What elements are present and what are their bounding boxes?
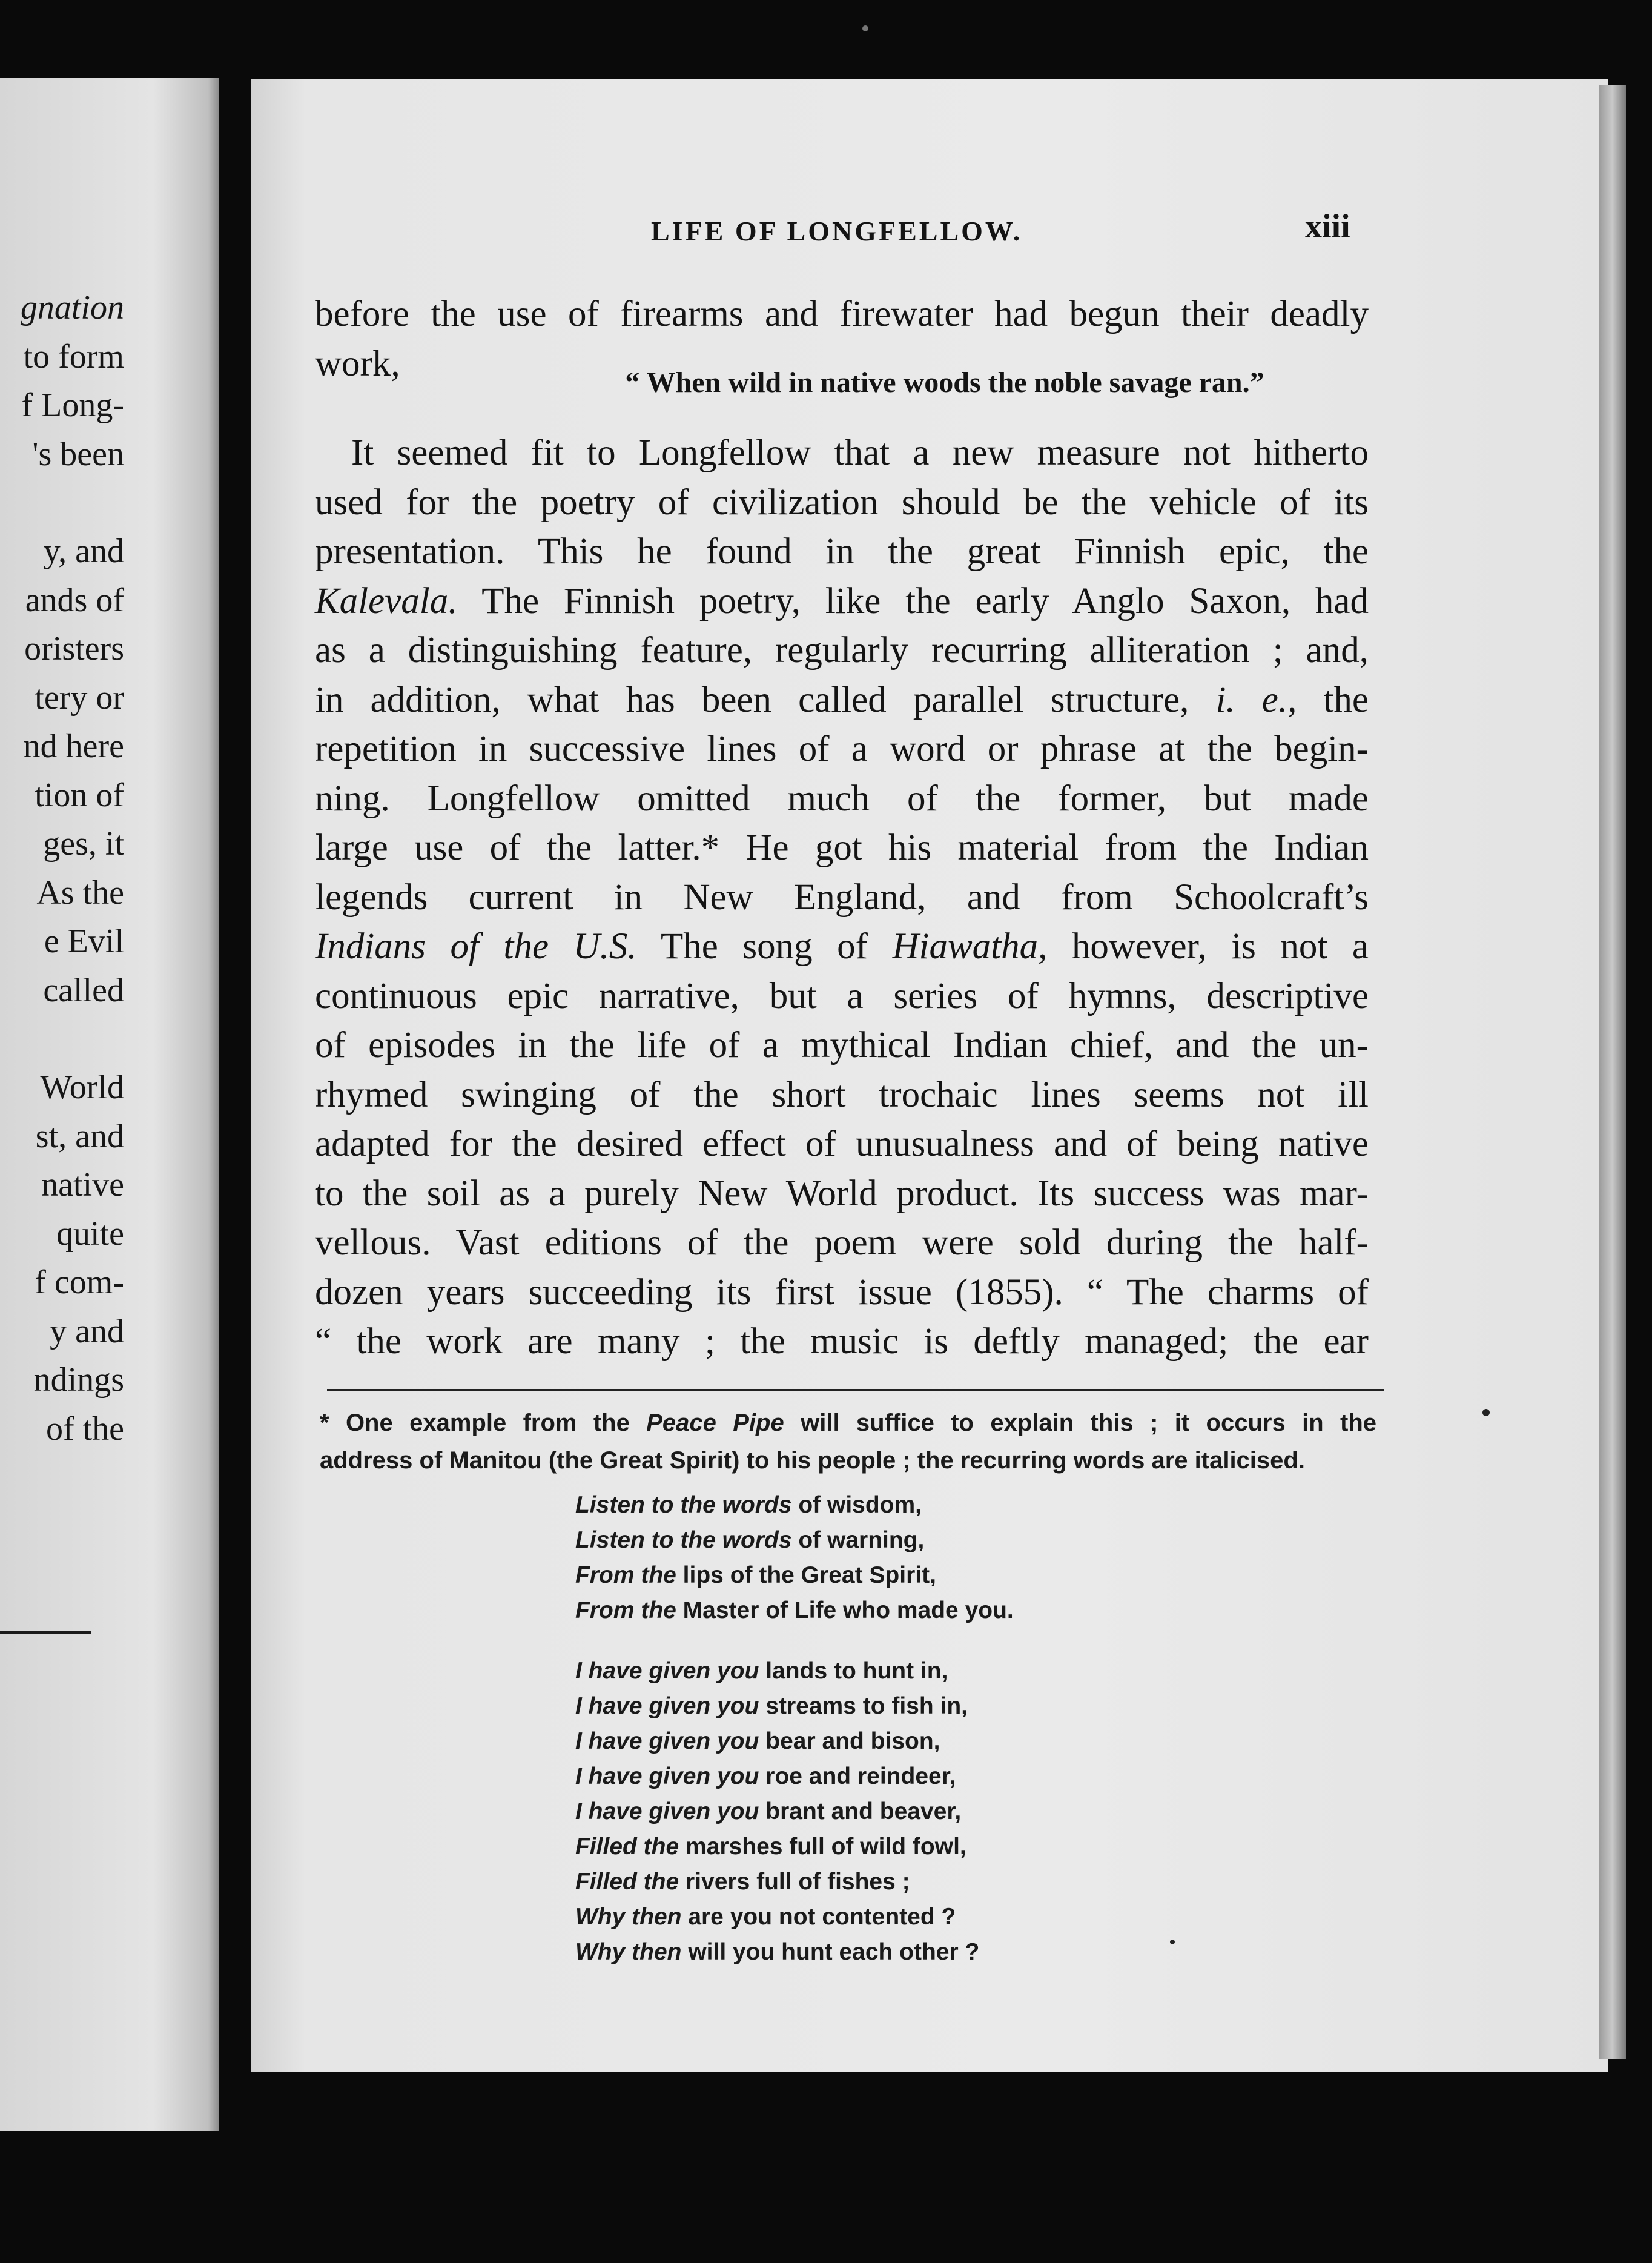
left-fragment: ges, it	[43, 825, 124, 863]
verse-italic: I have given you	[575, 1693, 759, 1719]
verse-rest: lips of the Great Spirit,	[676, 1562, 936, 1588]
left-fragment: e Evil	[44, 923, 124, 960]
verse-line	[575, 1724, 1014, 1759]
left-fragment: st, and	[35, 1117, 124, 1155]
left-fragment: As the	[36, 873, 124, 912]
italic-title: Hiawatha,	[892, 926, 1048, 967]
left-fragment: tion of	[35, 776, 124, 814]
left-fragment: ndings	[33, 1361, 124, 1399]
left-fragment: y, and	[43, 532, 124, 570]
body-line: It seemed fit to Longfellow that a new measure not hitherto	[351, 432, 1369, 473]
body-line-part: The song of	[636, 926, 893, 967]
left-gap	[0, 1015, 124, 1063]
body-line: work,	[315, 343, 400, 384]
verse-line	[575, 1794, 1014, 1829]
body-line: before the use of firearms and firewater had begun their deadly	[315, 294, 1369, 334]
verse-italic: Listen to the words	[575, 1492, 792, 1518]
left-fragment: y and	[50, 1312, 124, 1350]
left-fragment: tery or	[35, 678, 124, 717]
body-line: legends current in New England, and from Schoolcraft’s	[315, 876, 1369, 918]
verse-line	[575, 1654, 1014, 1689]
verse-line	[575, 1864, 1014, 1900]
italic-title: Indians of the U.S.	[315, 926, 637, 967]
footnote	[320, 1404, 1376, 1479]
left-fragment: 's been	[32, 435, 124, 473]
verse-line	[575, 1523, 1014, 1558]
footnote-line	[320, 1404, 1376, 1442]
verse-italic: Why then	[575, 1904, 682, 1930]
running-head: LIFE OF LONGFELLOW.	[651, 216, 1023, 247]
body-line	[315, 675, 1369, 725]
footnote-line: address of Manitou (the Great Spirit) to his people ; the recurring words are italicised.	[320, 1447, 1305, 1474]
body-line-part: the	[1297, 679, 1369, 720]
verse-italic: Filled the	[575, 1834, 679, 1860]
verse-italic: I have given you	[575, 1728, 759, 1754]
verse-line	[575, 1558, 1014, 1593]
left-fragment: to form	[23, 337, 124, 376]
verse-line	[575, 1759, 1014, 1794]
body-line: to the soil as a purely New World product. Its success was mar-	[315, 1173, 1369, 1214]
verse-rest: lands to hunt in,	[759, 1658, 948, 1684]
page-number: xiii	[1305, 208, 1350, 245]
italic-abbrev: i. e.,	[1215, 679, 1297, 720]
verse-italic: Why then	[575, 1939, 682, 1965]
verse-line	[575, 1593, 1014, 1628]
left-footnote-rule	[0, 1631, 91, 1634]
verse-rest: brant and beaver,	[759, 1798, 962, 1824]
body-line	[315, 577, 1369, 626]
verse-rest: rivers full of fishes ;	[679, 1869, 910, 1895]
body-line-part: in addition, what has been called parallel structure,	[315, 679, 1216, 720]
verse-line	[575, 1829, 1014, 1864]
verse-rest: of wisdom,	[791, 1492, 922, 1518]
verse-line	[575, 1935, 1014, 1970]
body-line: vellous. Vast editions of the poem were sold during the half-	[315, 1222, 1369, 1263]
ink-speck	[1482, 1409, 1490, 1416]
italic-title: Peace Pipe	[646, 1410, 784, 1436]
body-line: as a distinguishing feature, regularly recurring alliteration ; and,	[315, 630, 1369, 671]
body-line: adapted for the desired effect of unusualness and of being native	[315, 1124, 1369, 1164]
verse-italic: Filled the	[575, 1869, 679, 1895]
body-text	[315, 290, 1369, 1367]
body-line-rest: The Finnish poetry, like the early Anglo Saxon, had	[457, 580, 1369, 621]
verse-italic: I have given you	[575, 1658, 759, 1684]
left-fragment: of the	[45, 1410, 124, 1448]
verse-italic: From the	[575, 1597, 676, 1623]
verse-line	[575, 1900, 1014, 1935]
body-line	[315, 922, 1369, 972]
left-page	[0, 78, 219, 2131]
page-edge	[1599, 85, 1626, 2059]
verse-rest: will you hunt each other ?	[681, 1939, 980, 1965]
verse-line	[575, 1689, 1014, 1724]
left-page-text	[0, 283, 124, 1453]
left-fragment: f com-	[35, 1264, 124, 1301]
verse-rest: of warning,	[791, 1527, 925, 1553]
left-fragment: gnation	[20, 289, 124, 326]
body-line: continuous epic narrative, but a series of hymns, descriptive	[315, 975, 1369, 1016]
left-fragment: World	[40, 1069, 124, 1106]
stanza	[575, 1488, 1014, 1628]
ink-speck	[1170, 1940, 1175, 1944]
left-fragment: ands of	[25, 581, 124, 619]
left-fragment: native	[41, 1166, 124, 1204]
ink-speck	[862, 25, 868, 31]
verse-rest: bear and bison,	[759, 1728, 940, 1754]
verse-line	[575, 1488, 1014, 1523]
body-line: large use of the latter.* He got his material from the Indian	[315, 827, 1369, 868]
left-fragment: f Long-	[21, 386, 124, 424]
left-gap	[0, 479, 124, 527]
left-fragment: quite	[56, 1214, 124, 1253]
verse-rest: Master of Life who made you.	[676, 1597, 1014, 1623]
verse-quotation	[575, 1488, 1014, 1995]
body-line: used for the poetry of civilization should be the vehicle of its	[315, 482, 1369, 523]
body-line: ning. Longfellow omitted much of the former, but made	[315, 778, 1369, 819]
verse-rest: roe and reindeer,	[759, 1763, 956, 1789]
body-line: dozen years succeeding its first issue (1855). “ The charms of	[315, 1271, 1369, 1313]
footnote-part: * One example from the	[320, 1410, 647, 1436]
body-line: of episodes in the life of a mythical Indian chief, and the un-	[315, 1025, 1369, 1065]
verse-rest: are you not contented ?	[681, 1904, 956, 1930]
body-line: repetition in successive lines of a word or phrase at the begin-	[315, 729, 1369, 769]
footnote-rule	[327, 1389, 1384, 1391]
left-fragment: called	[43, 971, 124, 1009]
body-line: rhymed swinging of the short trochaic lines seems not ill	[315, 1074, 1369, 1115]
body-line: “ the work are many ; the music is deftly managed; the ear	[315, 1321, 1369, 1362]
footnote-part: will suffice to explain this ; it occurs in the	[784, 1410, 1377, 1436]
body-line-part: however, is not a	[1047, 926, 1369, 967]
italic-title: Kalevala.	[315, 580, 458, 621]
epigraph-quote: “ When wild in native woods the noble savage ran.”	[625, 366, 1264, 399]
body-line: presentation. This he found in the great Finnish epic, the	[315, 531, 1369, 572]
verse-italic: Listen to the words	[575, 1527, 792, 1553]
verse-italic: I have given you	[575, 1763, 759, 1789]
stanza	[575, 1654, 1014, 1970]
verse-italic: From the	[575, 1562, 676, 1588]
verse-rest: streams to fish in,	[759, 1693, 968, 1719]
left-fragment: nd here	[23, 727, 124, 765]
verse-italic: I have given you	[575, 1798, 759, 1824]
left-fragment: oristers	[24, 630, 124, 668]
verse-rest: marshes full of wild fowl,	[679, 1834, 966, 1860]
